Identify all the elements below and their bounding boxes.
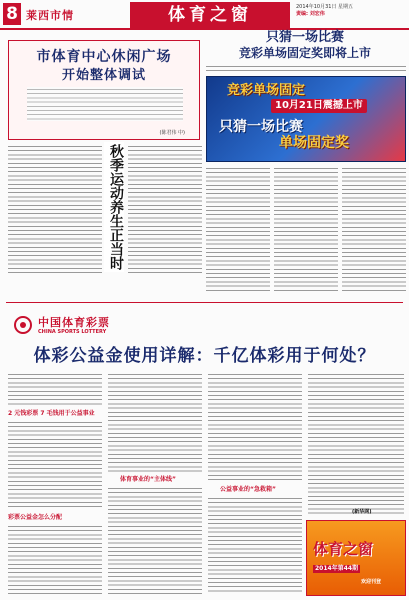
story3-text-col1	[8, 144, 102, 276]
lottery-text-a	[8, 372, 102, 406]
lottery-text-b	[8, 420, 102, 510]
story2-promo-banner	[206, 76, 406, 162]
lottery-text-d	[108, 372, 202, 472]
lottery-logo-icon	[14, 316, 32, 334]
story2-intro-text	[206, 64, 406, 74]
promo-line: 2014年第44期	[315, 565, 359, 572]
page-number: 8	[3, 3, 21, 25]
promo-box	[306, 520, 406, 596]
story1-headline-box	[8, 40, 200, 140]
lottery-sub-3: 体育事业的“主体线”	[120, 476, 176, 483]
page-header	[0, 0, 409, 30]
lottery-text-c	[8, 524, 102, 594]
section-title: 体育之窗	[130, 2, 290, 28]
editor-line: 责编: 刘宏伟	[296, 11, 325, 17]
header-meta	[296, 4, 353, 18]
banner-line-4: 单场固定奖	[279, 135, 349, 151]
lottery-logo-en: CHINA SPORTS LOTTERY	[38, 329, 107, 335]
lottery-text-h	[308, 372, 404, 514]
lottery-text-g	[208, 496, 302, 594]
banner-line-3: 只猜一场比赛	[219, 119, 303, 135]
lottery-author: (新华网)	[352, 509, 372, 515]
lottery-headline: 体彩公益金使用详解：千亿体彩用于何处？	[33, 346, 376, 366]
lottery-sub-1: 2 元钱彩票 7 毛钱用于公益事业	[8, 410, 95, 417]
story3-text-col2	[128, 144, 202, 276]
story2-text-col1	[206, 166, 270, 294]
banner-line-1: 竞彩单场固定	[227, 83, 306, 98]
lottery-sub-2: 彩票公益金怎么分配	[8, 514, 63, 521]
story2-text-col3	[342, 166, 406, 294]
story2-headline-2: 竞彩单场固定奖即将上市	[238, 46, 371, 60]
lottery-text-f	[208, 372, 302, 482]
promo-note: 欢迎刊登	[361, 579, 382, 585]
story1-headline-2: 开始整体调试	[61, 68, 146, 83]
story1-headline-1: 市体育中心休闲广场	[36, 49, 172, 65]
date-line: 2014年10月31日 星期五	[296, 4, 354, 10]
lottery-sub-4: 公益事业的“急救箱”	[220, 486, 276, 493]
section-divider	[6, 302, 403, 303]
story1-byline: (陈君伟 中)	[159, 130, 185, 136]
story2-text-col2	[274, 166, 338, 294]
story2-headline-1: 只猜一场比赛	[265, 30, 344, 45]
column-name: 莱西市情	[26, 9, 74, 22]
promo-title: 体育之窗	[313, 540, 374, 558]
lottery-logo-cn: 中国体育彩票	[38, 316, 110, 329]
banner-line-2: 10月21日震撼上市	[271, 99, 367, 113]
story3-vertical-headline: 秋季运动养生正当时	[104, 142, 124, 272]
story1-lead-text	[27, 87, 183, 121]
lottery-text-e	[108, 486, 202, 594]
